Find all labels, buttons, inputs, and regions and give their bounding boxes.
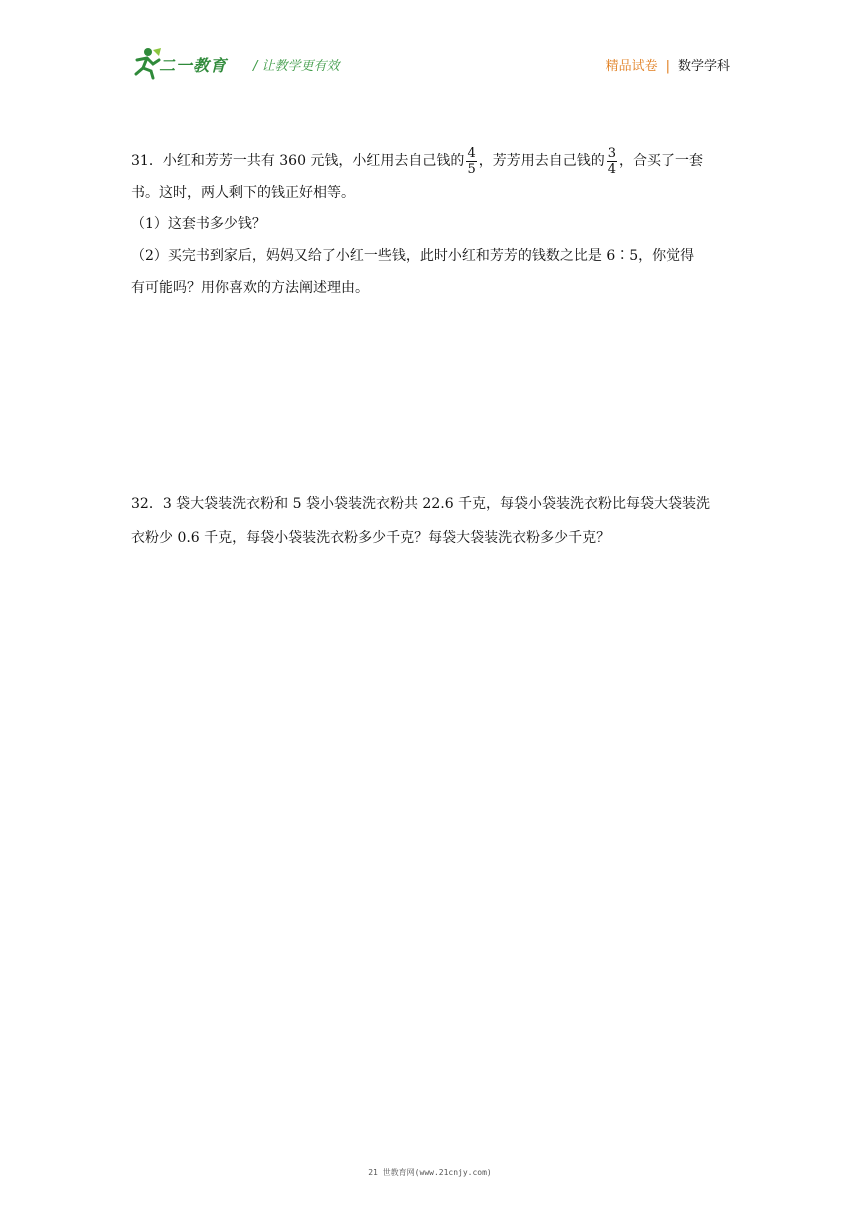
q31-sub2-line2: 有可能吗？用你喜欢的方法阐述理由。 (131, 280, 369, 296)
fraction-numerator: 3 (607, 145, 616, 161)
q31-text-b: ，芳芳用去自己钱的 (478, 153, 605, 169)
q31-line2: 书。这时，两人剩下的钱正好相等。 (131, 185, 355, 201)
fraction-numerator: 4 (467, 145, 476, 161)
q31-sub2-line1: （2）买完书到家后，妈妈又给了小红一些钱，此时小红和芳芳的钱数之比是 6∶5，你觉得 (131, 248, 695, 264)
logo-text: 二一教育 (159, 56, 228, 75)
q31-text-c: ，合买了一套 (619, 153, 703, 169)
header-separator: | (665, 59, 670, 74)
fraction-three-quarters (607, 146, 617, 177)
q32-line2: 衣粉少 0.6 千克，每袋小袋装洗衣粉多少千克？每袋大袋装洗衣粉多少千克？ (131, 530, 611, 546)
q31-sub1: （1）这套书多少钱？ (131, 216, 266, 232)
question-32 (131, 494, 731, 548)
exam-tag: 精品试卷 (605, 59, 658, 74)
q32-line1: 32．3 袋大袋装洗衣粉和 5 袋小袋装洗衣粉共 22.6 千克，每袋小袋装洗衣粉比每袋大袋装洗 (131, 496, 711, 512)
slogan: / 让教学更有效 (253, 59, 340, 74)
footer-text: 21 世教育网(www.21cnjy.com) (368, 1168, 492, 1177)
q31-text-a: 31．小红和芳芳一共有 360 元钱，小红用去自己钱的 (131, 153, 465, 169)
fraction-denominator: 4 (607, 161, 616, 177)
header-right (606, 55, 730, 74)
q31-line1 (131, 145, 731, 177)
question-31 (131, 145, 731, 298)
subject-label: 数学学科 (677, 59, 730, 74)
fraction-denominator: 5 (467, 161, 476, 177)
page-header (133, 46, 730, 82)
fraction-four-fifths (466, 146, 476, 177)
logo (133, 46, 241, 82)
